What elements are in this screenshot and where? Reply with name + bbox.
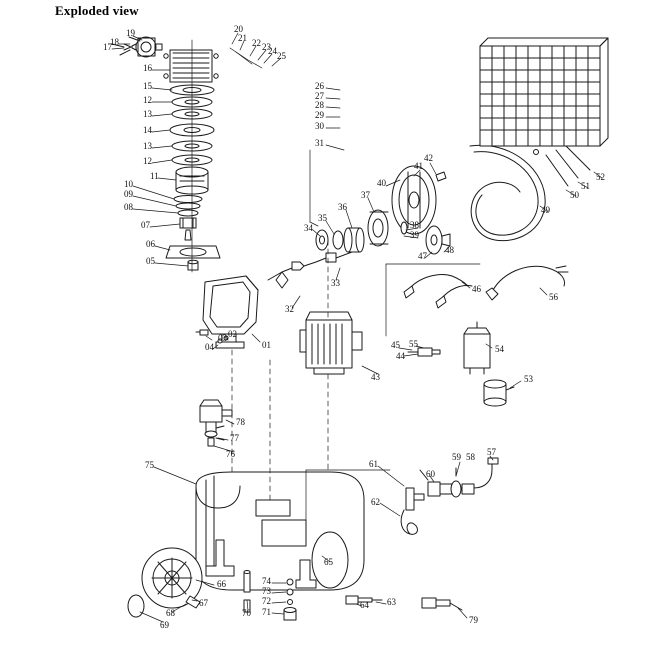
callout-label: 72: [262, 596, 271, 606]
callout-label: 47: [418, 251, 427, 261]
callout-label: 57: [487, 447, 496, 457]
callout-label: 64: [360, 600, 369, 610]
callout-label: 19: [126, 28, 135, 38]
callout-label: 20: [234, 24, 243, 34]
callout-label: 46: [472, 284, 481, 294]
callout-label: 67: [199, 598, 208, 608]
callout-label: 40: [377, 178, 386, 188]
callout-label: 12: [143, 156, 152, 166]
callout-label: 77: [230, 433, 239, 443]
callout-label: 76: [226, 449, 235, 459]
callout-label: 24: [268, 46, 277, 56]
callout-label: 21: [238, 33, 247, 43]
callout-label: 18: [110, 37, 119, 47]
callout-label: 71: [262, 607, 271, 617]
callout-label: 29: [315, 110, 324, 120]
callout-label: 58: [466, 452, 475, 462]
callout-label: 51: [581, 181, 590, 191]
callout-label: 38: [410, 220, 419, 230]
callout-label: 60: [426, 469, 435, 479]
callout-label: 66: [217, 579, 226, 589]
page-title: Exploded view: [55, 3, 139, 18]
callout-label: 15: [143, 81, 152, 91]
callout-label: 53: [524, 374, 533, 384]
callout-label: 68: [166, 608, 175, 618]
callout-label: 37: [361, 190, 370, 200]
callout-label: 09: [124, 189, 133, 199]
callout-label: 55: [409, 339, 418, 349]
callout-label: 16: [143, 63, 152, 73]
callout-label: 45: [391, 340, 400, 350]
callout-label: 33: [331, 278, 340, 288]
callout-label: 44: [396, 351, 405, 361]
callout-label: 70: [242, 608, 251, 618]
callout-label: 30: [315, 121, 324, 131]
callout-label: 36: [338, 202, 347, 212]
callout-label: 52: [596, 172, 605, 182]
callout-label: 27: [315, 91, 324, 101]
callout-label: 23: [262, 42, 271, 52]
callout-label: 12: [143, 95, 152, 105]
callout-label: 56: [549, 292, 558, 302]
callout-label: 08: [124, 202, 133, 212]
callout-label: 35: [318, 213, 327, 223]
callout-label: 05: [146, 256, 155, 266]
callout-label: 62: [371, 497, 380, 507]
callout-label: 74: [262, 576, 271, 586]
callout-label: 01: [262, 340, 271, 350]
callout-label: 41: [414, 161, 423, 171]
callout-label: 43: [371, 372, 380, 382]
callout-label: 54: [495, 344, 504, 354]
callout-label: 02: [228, 329, 237, 339]
callout-label: 39: [410, 230, 419, 240]
callout-label: 48: [445, 245, 454, 255]
callout-label: 63: [387, 597, 396, 607]
callout-label: 61: [369, 459, 378, 469]
callout-label: 50: [570, 190, 579, 200]
callout-label: 11: [150, 171, 159, 181]
callout-label: 04: [205, 342, 214, 352]
callout-label: 03: [218, 333, 227, 343]
callout-label: 07: [141, 220, 150, 230]
callout-label: 75: [145, 460, 154, 470]
callout-label: 13: [143, 141, 152, 151]
callout-label: 06: [146, 239, 155, 249]
callout-label: 22: [252, 38, 261, 48]
callout-label: 28: [315, 100, 324, 110]
callout-label: 73: [262, 586, 271, 596]
callout-label: 79: [469, 615, 478, 625]
callout-label: 10: [124, 179, 133, 189]
callout-label: 17: [103, 42, 112, 52]
callout-label: 32: [285, 304, 294, 314]
callout-label: 34: [304, 223, 313, 233]
callout-label: 49: [541, 205, 550, 215]
callout-label: 59: [452, 452, 461, 462]
callout-label: 13: [143, 109, 152, 119]
callout-label: 69: [160, 620, 169, 630]
callout-label: 14: [143, 125, 152, 135]
callout-label: 26: [315, 81, 324, 91]
callout-label: 78: [236, 417, 245, 427]
callout-label: 25: [277, 51, 286, 61]
callout-label: 65: [324, 557, 333, 567]
callout-label: 42: [424, 153, 433, 163]
callout-label: 31: [315, 138, 324, 148]
